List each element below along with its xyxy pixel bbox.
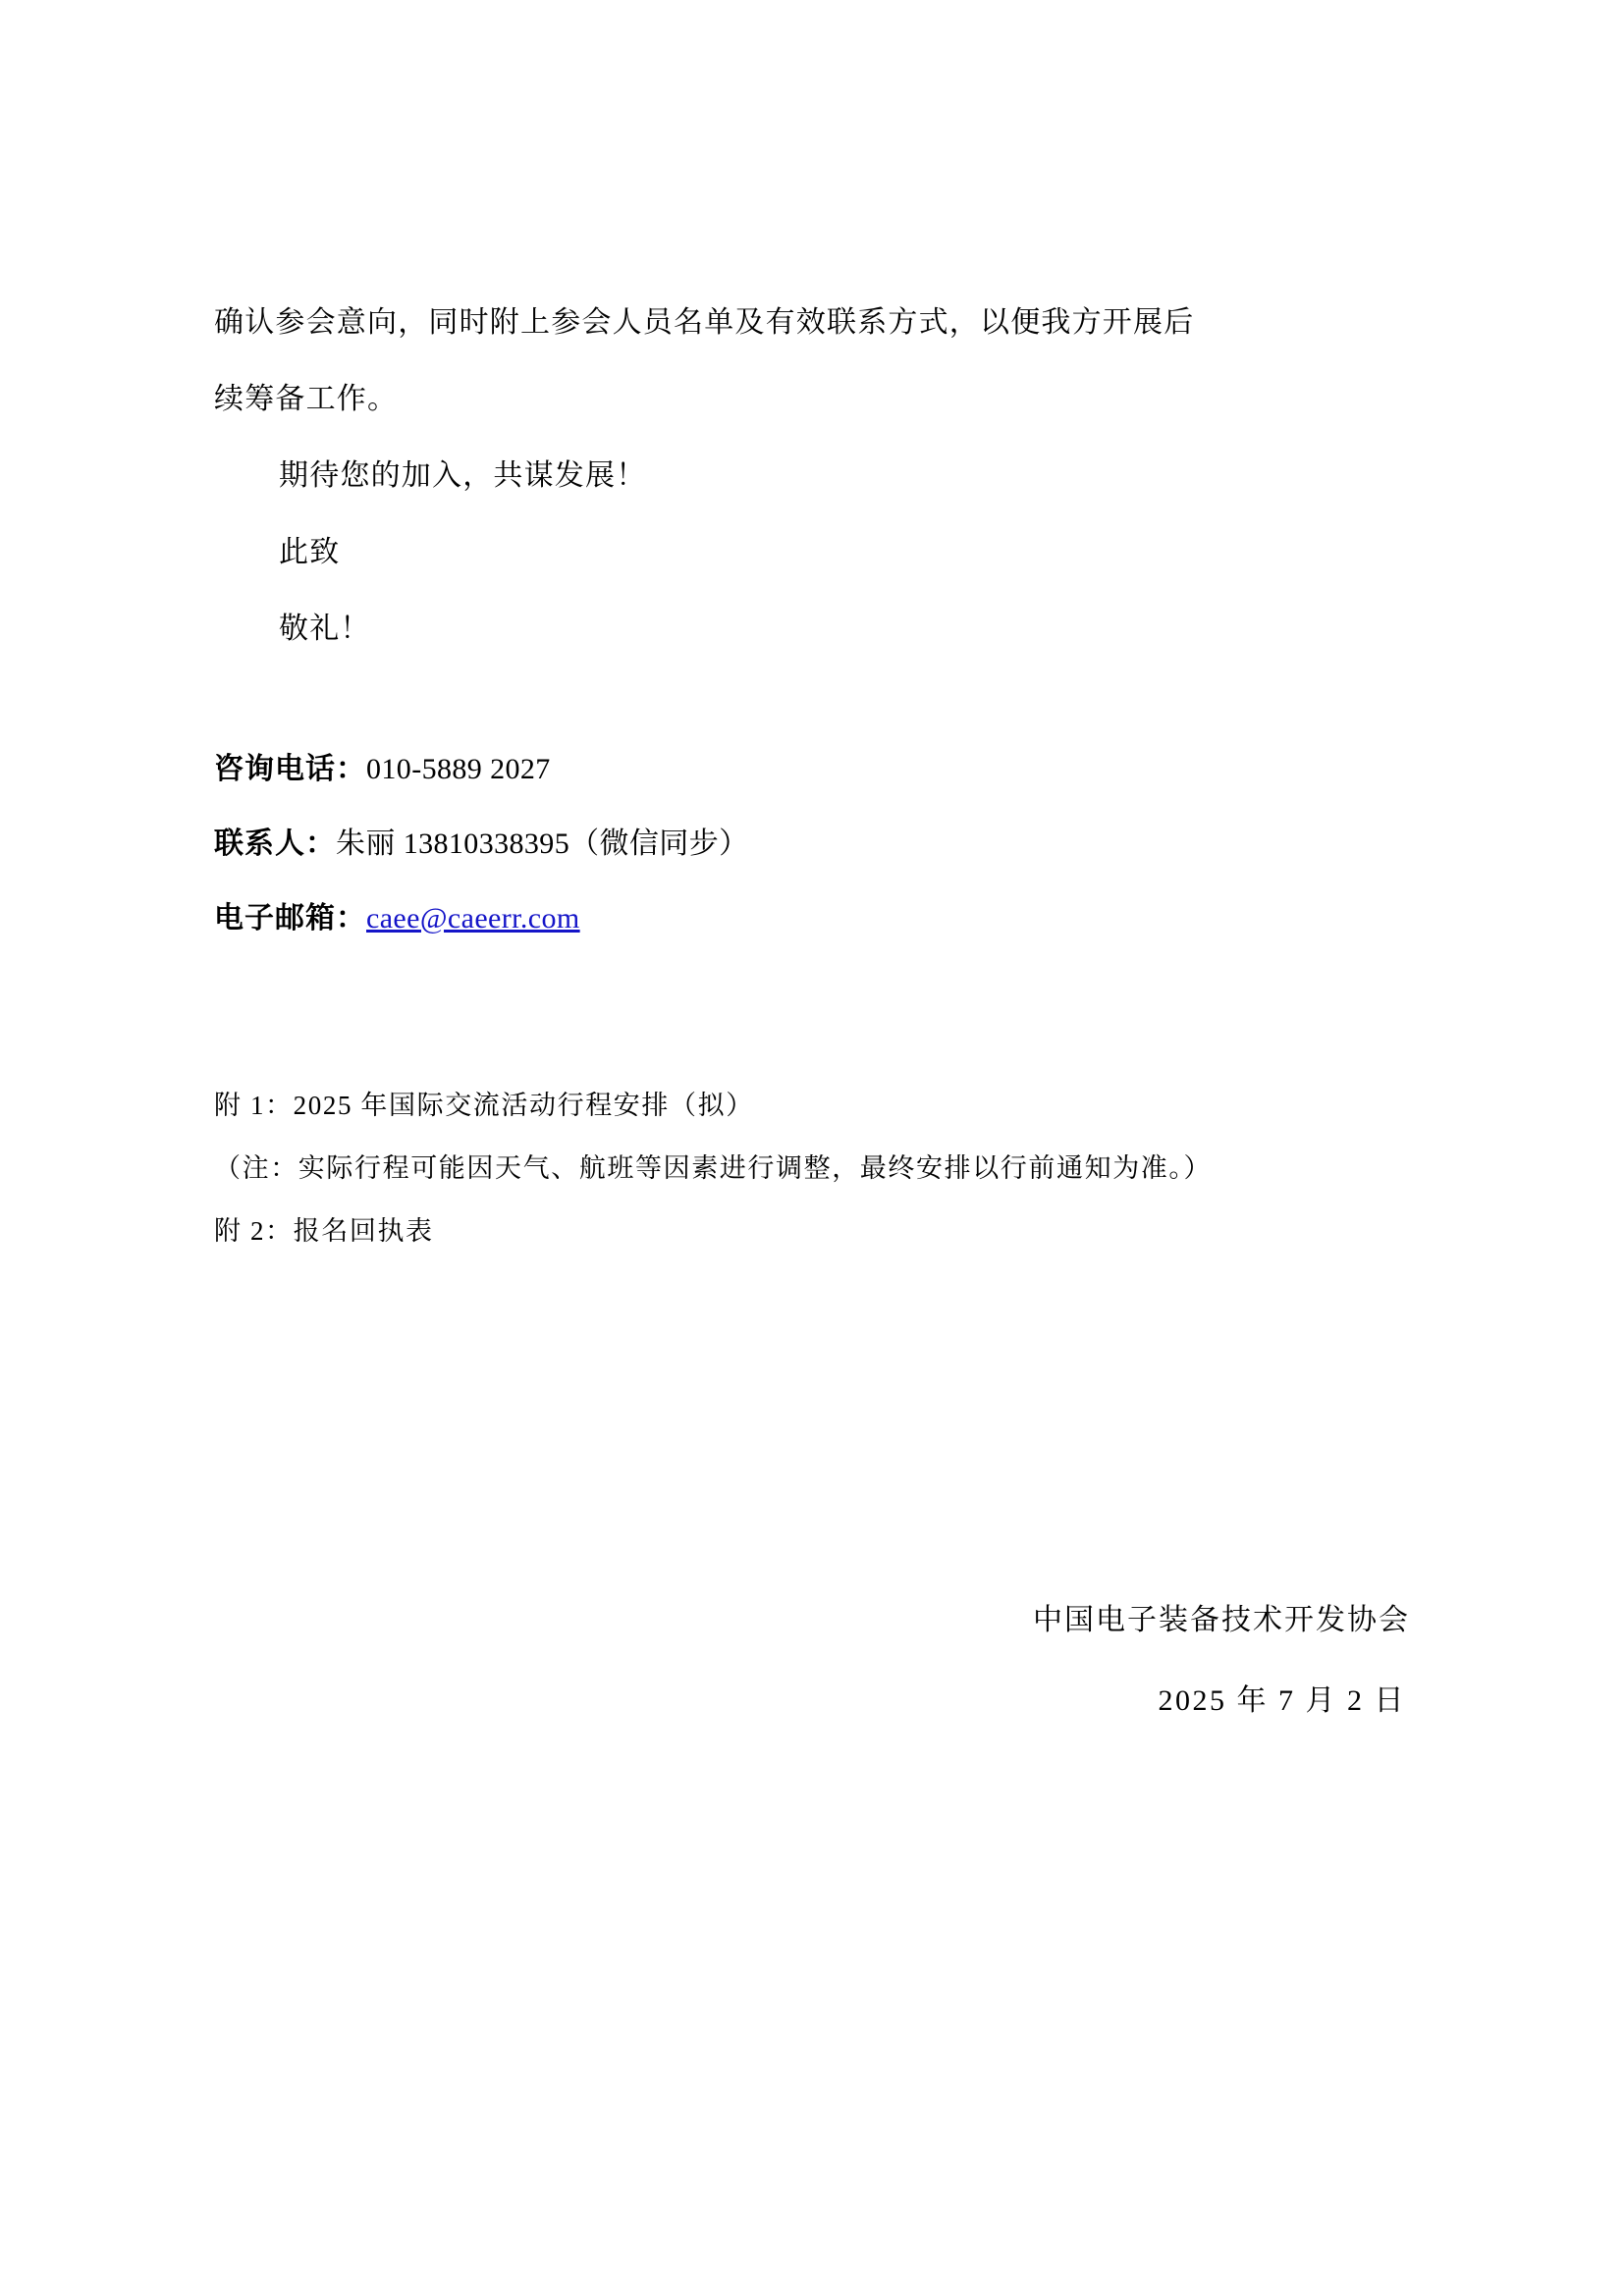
- spacer-before-attachments: [214, 956, 1432, 1074]
- contact-person-value: 朱丽 13810338395（微信同步）: [336, 828, 749, 860]
- closing-line-1: 期待您的加入，共谋发展！: [279, 459, 647, 492]
- closing-line-3: 敬礼！: [279, 613, 371, 645]
- contact-phone-line: [214, 732, 1432, 807]
- attachment-note-line: （注：实际行程可能因天气、航班等因素进行调整，最终安排以行前通知为准。）: [214, 1153, 1213, 1183]
- attachment-line-2: 附 2：报名回执表: [214, 1216, 434, 1246]
- closing-line-2: 此致: [279, 536, 341, 568]
- signature-date: 2025 年 7 月 2 日: [1158, 1684, 1406, 1717]
- contact-phone-value: 010-5889 2027: [366, 753, 551, 785]
- body-paragraph-line-1: 确认参会意向，同时附上参会人员名单及有效联系方式，以便我方开展后: [214, 306, 1195, 339]
- attachment-line-1: 附 1：2025 年国际交流活动行程安排（拟）: [214, 1091, 754, 1120]
- letter-body: [214, 285, 1432, 1262]
- spacer-before-contact: [214, 667, 1432, 732]
- signature-organization: 中国电子装备技术开发协会: [1033, 1604, 1410, 1636]
- contact-email-label: 电子邮箱：: [214, 902, 366, 934]
- contact-email-line: [214, 881, 1432, 956]
- contact-person-label: 联系人：: [214, 828, 336, 860]
- signature-block: [214, 1580, 1432, 1741]
- body-paragraph-line-2: 续筹备工作。: [214, 383, 399, 415]
- contact-phone-label: 咨询电话：: [214, 753, 366, 785]
- contact-email-link[interactable]: caee@caeerr.com: [366, 902, 580, 934]
- contact-person-line: [214, 807, 1432, 881]
